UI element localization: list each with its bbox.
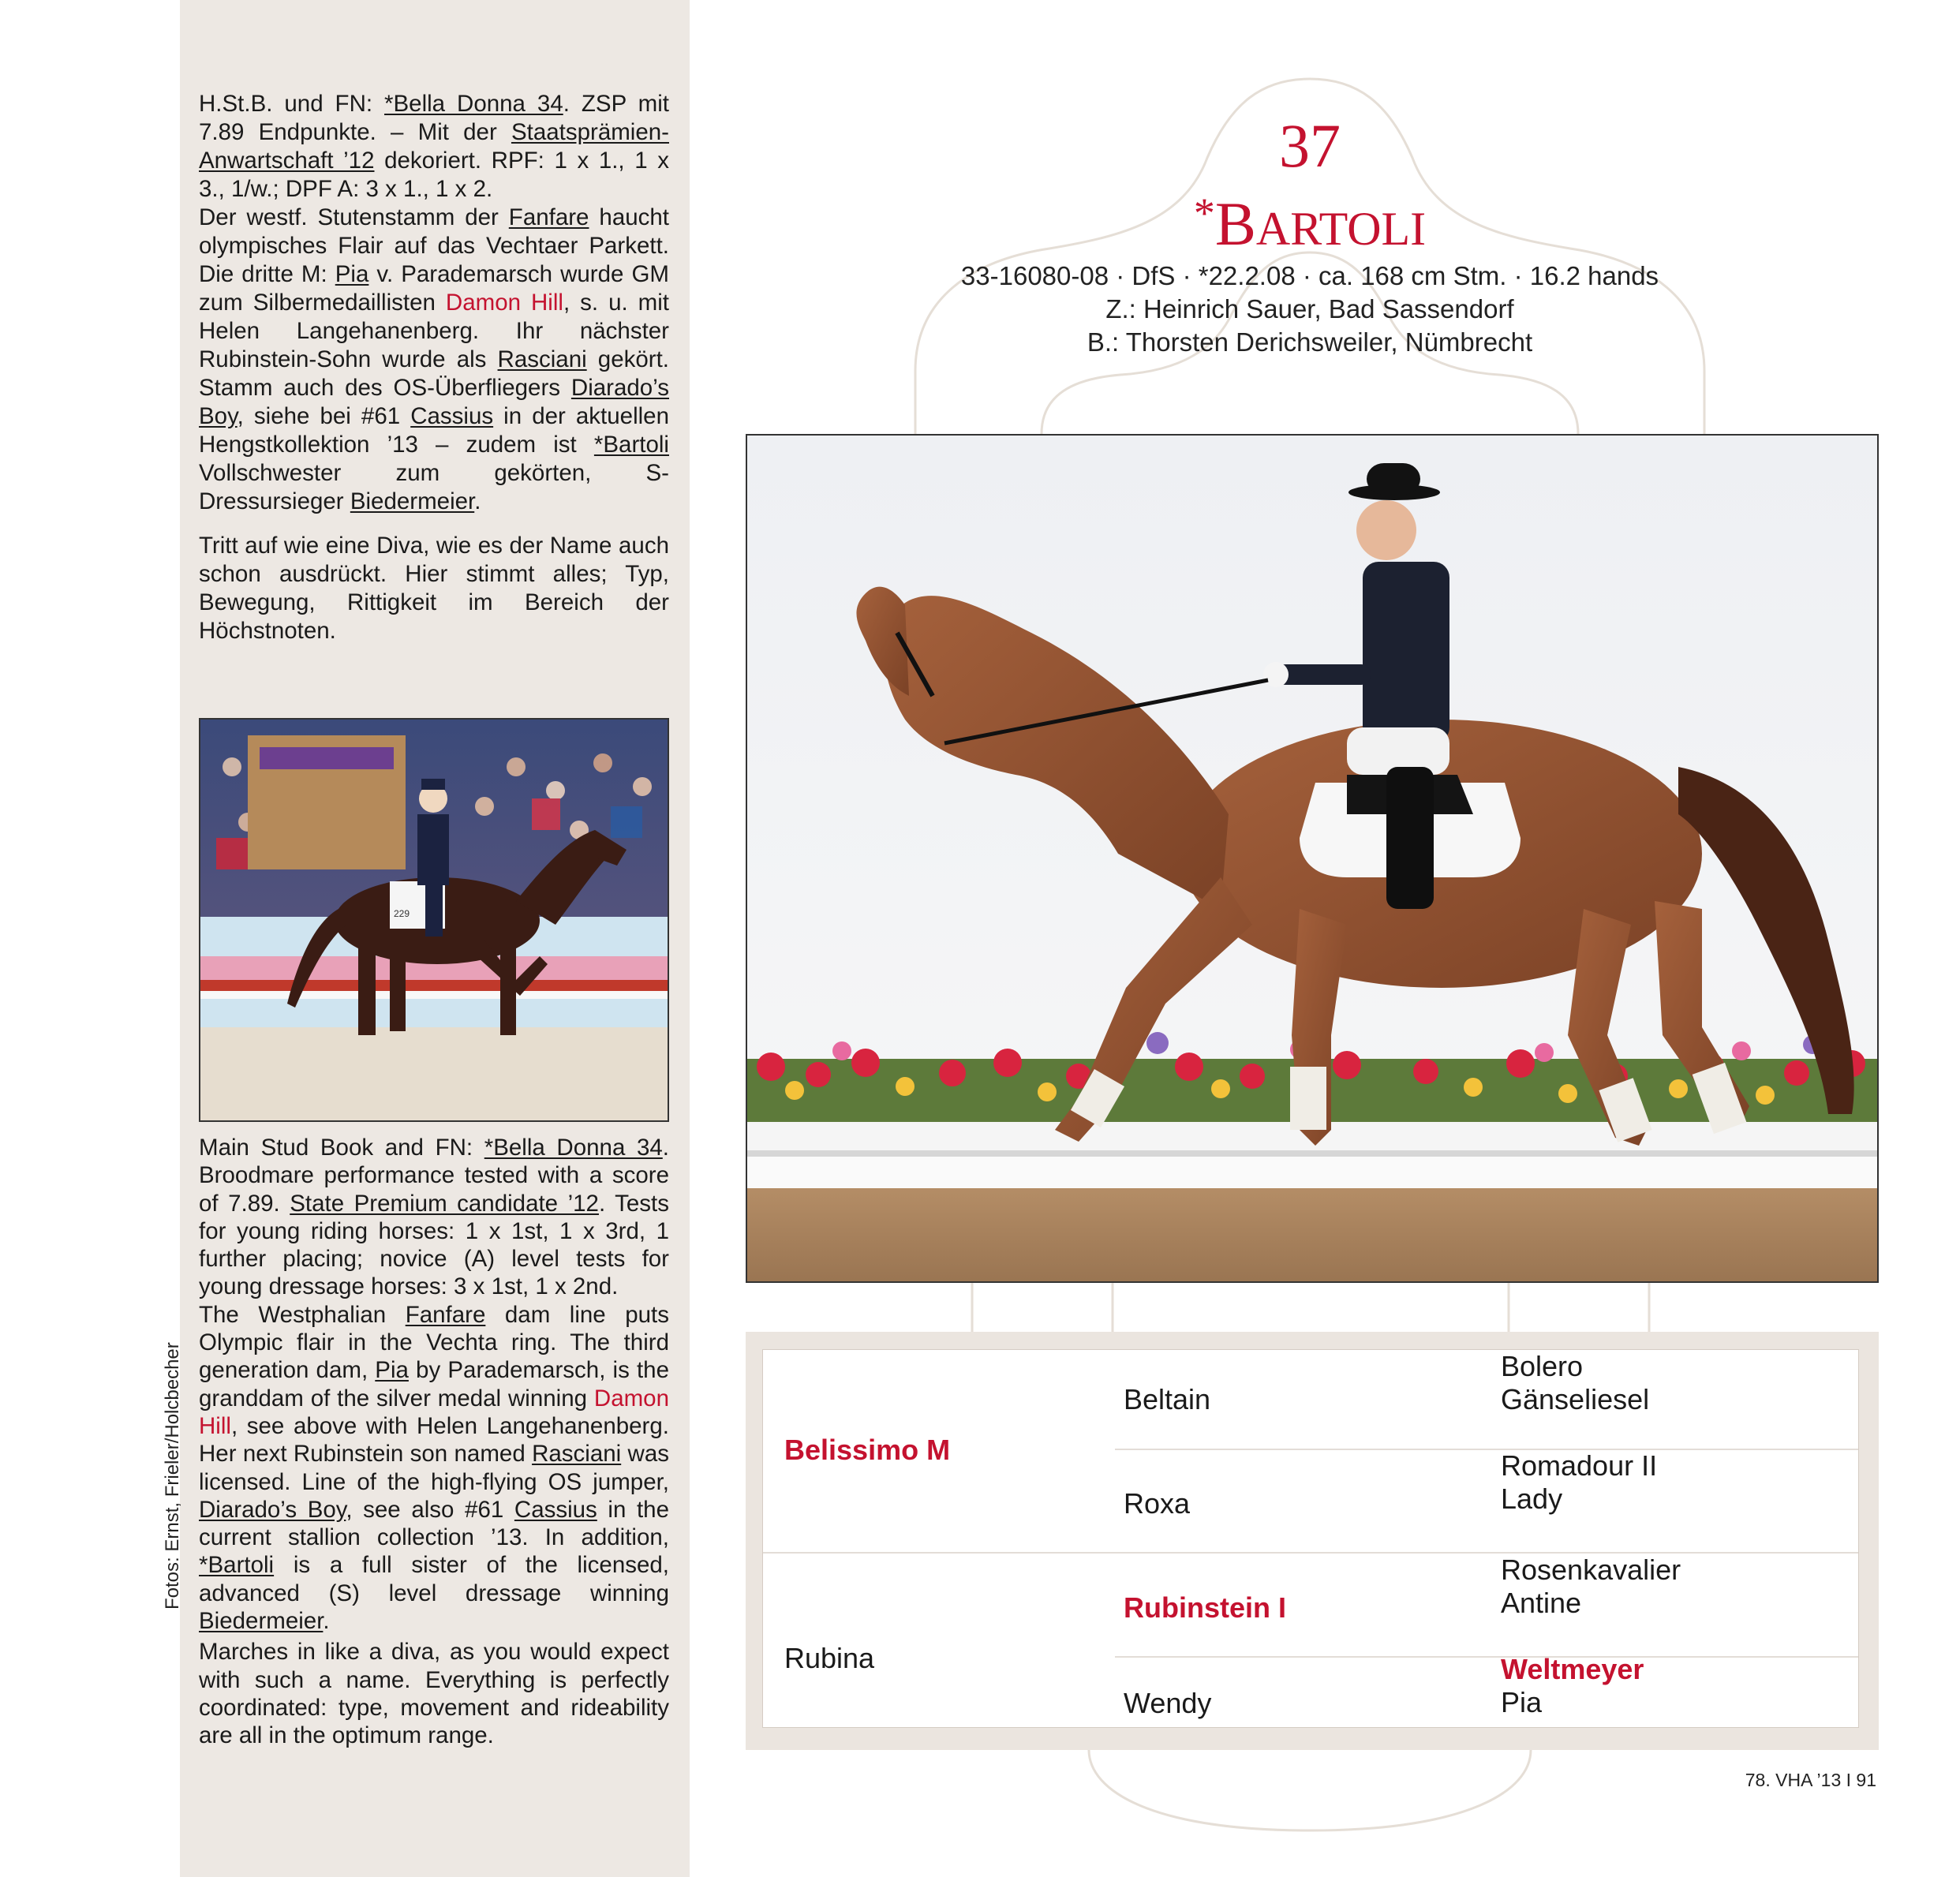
page-folio: 78. VHA ’13 I 91 (1745, 1770, 1876, 1790)
inset-photo (199, 718, 669, 1122)
pedigree-g3-2: Gänseliesel (1501, 1383, 1650, 1415)
text-run: is a full sister of the licensed, advanced (S) level dressage winning (199, 1552, 669, 1606)
pedigree-g3-1: Bolero (1501, 1350, 1584, 1382)
olympic-dressage-image (200, 720, 668, 1120)
text-run: , see above with Helen Langehanenberg. Her next Rubinstein son named (199, 1412, 669, 1468)
text-reference: Cassius (514, 1496, 597, 1523)
pedigree-sire-sire: Beltain (1124, 1383, 1211, 1415)
pedigree-dam-sire: Rubinstein I (1124, 1591, 1286, 1624)
name-initial: B (1214, 189, 1256, 258)
text-run: dam line puts Olympic flair in the Vechta ring. The third generation dam, (199, 1301, 669, 1384)
name-star: * (1193, 189, 1215, 237)
text-reference: Rasciani (497, 346, 587, 372)
text-run: H.St.B. und FN: (199, 91, 385, 117)
text-run: Main Stud Book and FN: (199, 1135, 484, 1161)
owner-line: B.: Thorsten Derichsweiler, Nümbrecht (1087, 327, 1533, 357)
pedigree-divider-main (763, 1552, 1858, 1554)
pedigree-sire-dam: Roxa (1124, 1487, 1191, 1520)
main-photo (746, 434, 1879, 1283)
text-run: . Broodmare performance tested with a score of 7.89. (199, 1135, 669, 1217)
text-reference: Rasciani (532, 1441, 622, 1468)
english-paragraph-3 (199, 1638, 669, 1749)
stallion-dressage-image (747, 436, 1877, 1281)
text-reference: *Bella Donna 34 (484, 1135, 663, 1161)
inset-bib-number: 229 (394, 908, 410, 919)
text-reference: State Premium candidate ’12 (290, 1190, 599, 1217)
photo-credit: Fotos: Ernst, Frieler/Holcbecher (162, 1342, 183, 1610)
german-paragraph-1 (199, 90, 669, 204)
text-run: . (323, 1608, 330, 1635)
text-reference: Diarado’s Boy (199, 375, 669, 429)
pedigree-g3-4: Lady (1501, 1483, 1563, 1515)
text-run: in der aktuellen Hengstkollektion ’13 – zudem ist (199, 403, 669, 458)
text-reference: Cassius (410, 403, 494, 429)
text-run: . ZSP mit 7.89 Endpunkte. – Mit der (199, 91, 669, 145)
text-reference: Diarado’s Boy (199, 1496, 346, 1523)
text-run: , see also #61 (346, 1496, 514, 1523)
text-reference: *Bella Donna 34 (384, 91, 563, 117)
pedigree-divider-top (1115, 1449, 1858, 1450)
text-run: dekoriert. RPF: 1 x 1., 1 x 3., 1/w.; DPF A: 3 x 1., 1 x 2. (199, 148, 669, 202)
text-reference: Biedermeier (199, 1608, 324, 1635)
text-run: The Westphalian (199, 1301, 406, 1328)
text-run: . Tests for young riding horses: 1 x 1st, 1 x 3rd, 1 further placing; novice (A) level tests for young dressage horses: 3 x 1st, 1 x 2nd. (199, 1190, 669, 1300)
text-run: was licensed. Line of the high-flying OS jumper, (199, 1441, 669, 1495)
text-run: Der westf. Stutenstamm der (199, 204, 509, 230)
pedigree-sire: Belissimo M (784, 1434, 951, 1466)
pedigree-table (762, 1349, 1859, 1728)
highlighted-name: Damon Hill (445, 290, 563, 316)
pedigree-g3-8: Pia (1501, 1686, 1543, 1718)
pedigree-g3-7: Weltmeyer (1501, 1653, 1644, 1685)
german-paragraph-2 (199, 204, 669, 516)
text-reference: *Bartoli (593, 432, 669, 458)
highlighted-name: Damon Hill (199, 1385, 669, 1439)
text-reference: Fanfare (405, 1301, 486, 1328)
english-description (199, 1134, 669, 1750)
pedigree-g3-3: Romadour II (1501, 1449, 1658, 1482)
registration-line: 33-16080-08 · DfS · *22.2.08 · ca. 168 cm Stm. · 16.2 hands (960, 261, 1659, 290)
text-run: gekört. Stamm auch des OS-Überfliegers (199, 346, 669, 401)
text-run: . (474, 488, 481, 514)
text-reference: Pia (375, 1357, 409, 1384)
text-run: by Parademarsch, is the granddam of the silver medal winning (199, 1357, 669, 1411)
text-run: Tritt auf wie eine Diva, wie es der Name auch schon ausdrückt. Hier stimmt alles; Typ, Bewegung, Rittigkeit im Bereich der Höchstnoten. (199, 533, 669, 644)
pedigree-g3-5: Rosenkavalier (1501, 1554, 1681, 1586)
text-reference: *Bartoli (199, 1552, 275, 1579)
text-run: in the current stallion collection ’13. In addition, (199, 1496, 670, 1551)
lot-number: 37 (1279, 111, 1341, 180)
text-reference: Pia (335, 261, 369, 287)
text-reference: Biedermeier (350, 488, 475, 514)
text-reference: Fanfare (508, 204, 589, 230)
text-run: Vollschwester zum gekörten, S-Dressursieger (199, 460, 669, 514)
pedigree-dam: Rubina (784, 1642, 875, 1674)
breeder-line: Z.: Heinrich Sauer, Bad Sassendorf (1105, 294, 1514, 323)
name-rest: ARTOLI (1255, 203, 1427, 255)
pedigree-dam-dam: Wendy (1124, 1687, 1212, 1719)
text-run: v. Parademarsch wurde GM zum Silbermedaillisten (199, 261, 669, 316)
german-paragraph-3 (199, 532, 669, 645)
english-paragraph-2 (199, 1301, 669, 1636)
text-reference: Staatsprämien-Anwartschaft ’12 (199, 119, 669, 174)
text-run: , s. u. mit Helen Langehanenberg. Ihr nächster Rubinstein-Sohn wurde als (199, 290, 670, 372)
german-description (199, 90, 669, 645)
text-run: , siehe bei #61 (237, 403, 411, 429)
pedigree-g3-6: Antine (1501, 1587, 1582, 1619)
pedigree-divider-bottom (1115, 1656, 1858, 1658)
english-paragraph-1 (199, 1134, 669, 1301)
text-run: haucht olympisches Flair auf das Vechtaer Parkett. Die dritte M: (199, 204, 669, 287)
text-run: Marches in like a diva, as you would expect with such a name. Everything is perfectly coordinated: type, movement and rideability are all in the optimum range. (199, 1639, 669, 1749)
